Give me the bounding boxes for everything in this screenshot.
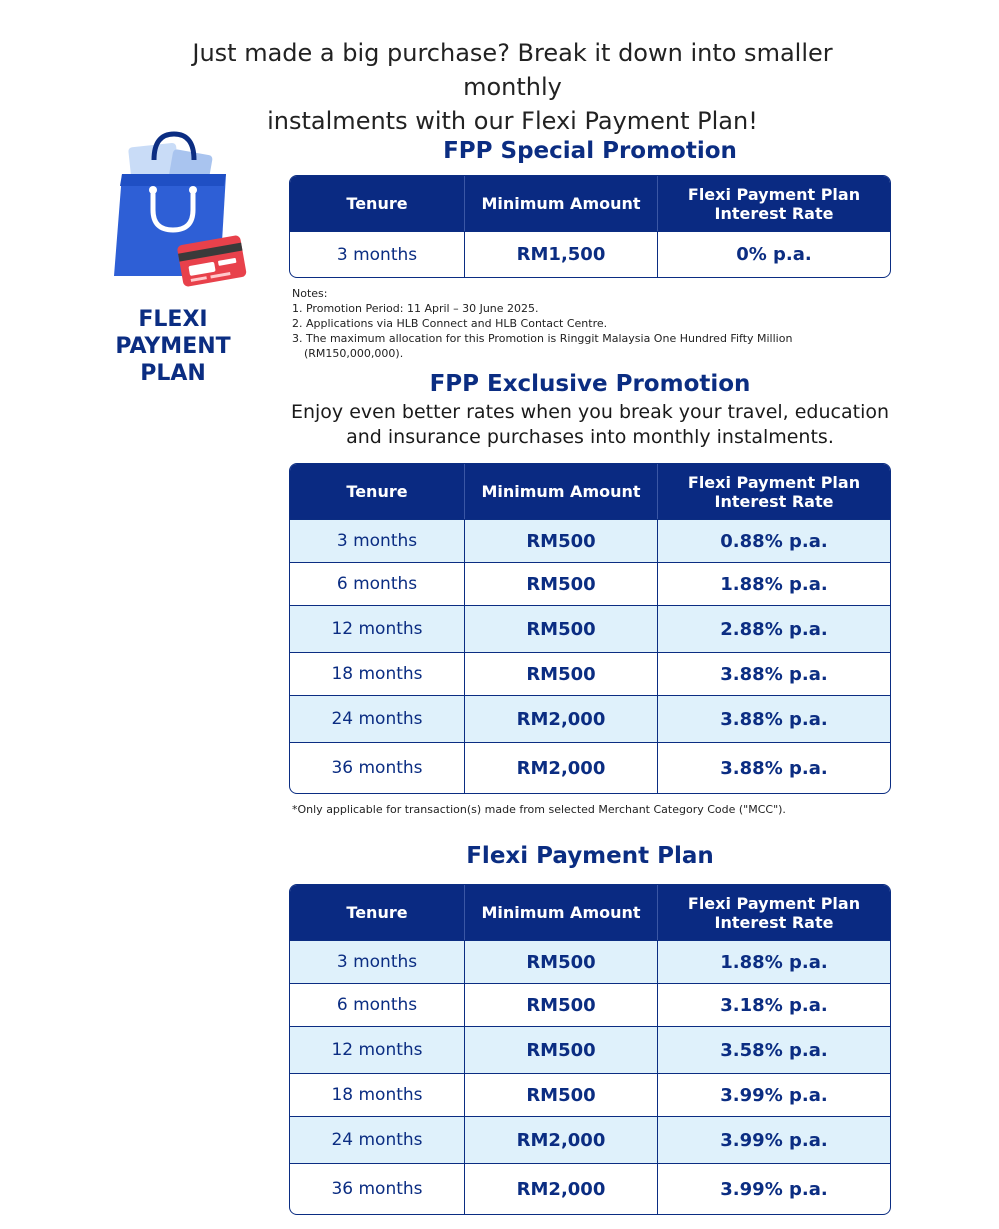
rate-cell: 1.88% p.a. <box>657 563 890 605</box>
notes-heading: Notes: <box>292 287 328 300</box>
note-3-continued: (RM150,000,000). <box>304 347 404 360</box>
rate-cell: 3.88% p.a. <box>657 653 890 695</box>
tenure-cell: 3 months <box>336 244 418 265</box>
rate-cell: 3.18% p.a. <box>657 984 890 1026</box>
tenure-cell: 18 months <box>331 1085 423 1105</box>
amount-cell: RM1,500 <box>464 232 657 277</box>
table-row <box>290 519 890 562</box>
table-row <box>290 231 890 277</box>
amount-cell: RM500 <box>464 520 657 562</box>
table-header-row <box>290 176 890 231</box>
table-header-row <box>290 885 890 940</box>
header-rate-line-2: Interest Rate <box>714 912 834 932</box>
tenure-cell: 12 months <box>331 619 423 639</box>
header-min-amount: Minimum Amount <box>464 885 657 940</box>
header-tenure: Tenure <box>346 482 408 501</box>
header-rate-line-1: Flexi Payment Plan <box>687 893 861 913</box>
header-min-amount: Minimum Amount <box>464 464 657 519</box>
amount-cell: RM2,000 <box>464 1117 657 1163</box>
header-rate-line-2: Interest Rate <box>714 203 834 223</box>
shopping-bag-with-card-icon <box>108 130 248 290</box>
amount-cell: RM2,000 <box>464 743 657 793</box>
rate-cell: 3.99% p.a. <box>657 1164 890 1214</box>
table-row <box>290 940 890 983</box>
exclusive-table <box>289 463 891 794</box>
note-1: 1. Promotion Period: 11 April – 30 June 2025. <box>292 302 539 315</box>
table-row <box>290 1116 890 1163</box>
header-tenure: Tenure <box>346 194 408 213</box>
exclusive-footnote: *Only applicable for transaction(s) made from selected Merchant Category Code ("MCC"). <box>292 803 786 816</box>
tenure-cell: 24 months <box>331 1130 423 1150</box>
table-row <box>290 695 890 742</box>
rate-cell: 2.88% p.a. <box>657 606 890 652</box>
tenure-cell: 36 months <box>331 1179 423 1199</box>
tenure-cell: 24 months <box>331 709 423 729</box>
exclusive-title: FPP Exclusive Promotion <box>429 371 751 397</box>
amount-cell: RM2,000 <box>464 1164 657 1214</box>
rate-cell: 3.88% p.a. <box>657 743 890 793</box>
tenure-cell: 6 months <box>336 995 418 1015</box>
logo-label-line-1: FLEXI <box>138 307 208 332</box>
table-row <box>290 1026 890 1073</box>
exclusive-subtitle-line-2: and insurance purchases into monthly instalments. <box>346 426 834 448</box>
special-title: FPP Special Promotion <box>443 138 737 164</box>
table-row <box>290 605 890 652</box>
header-rate-line-2: Interest Rate <box>714 491 834 511</box>
logo-label <box>100 306 246 387</box>
tenure-cell: 6 months <box>336 574 418 594</box>
table-row <box>290 983 890 1026</box>
amount-cell: RM500 <box>464 606 657 652</box>
header-tenure: Tenure <box>346 903 408 922</box>
logo-label-line-3: PLAN <box>140 361 206 386</box>
amount-cell: RM500 <box>464 653 657 695</box>
rate-cell: 3.58% p.a. <box>657 1027 890 1073</box>
header-min-amount: Minimum Amount <box>464 176 657 231</box>
table-row <box>290 1073 890 1116</box>
rate-cell: 3.99% p.a. <box>657 1074 890 1116</box>
standard-table <box>289 884 891 1215</box>
rate-cell: 0% p.a. <box>657 232 890 277</box>
header-rate <box>657 464 890 519</box>
table-row <box>290 652 890 695</box>
rate-cell: 1.88% p.a. <box>657 941 890 983</box>
logo-label-line-2: PAYMENT <box>115 334 231 359</box>
tenure-cell: 36 months <box>331 758 423 778</box>
table-header-row <box>290 464 890 519</box>
intro-line-2: instalments with our Flexi Payment Plan! <box>267 107 758 135</box>
rate-cell: 0.88% p.a. <box>657 520 890 562</box>
table-row <box>290 742 890 793</box>
rate-cell: 3.99% p.a. <box>657 1117 890 1163</box>
tenure-cell: 3 months <box>336 952 418 972</box>
table-row <box>290 562 890 605</box>
exclusive-subtitle-line-1: Enjoy even better rates when you break your travel, education <box>290 401 890 423</box>
amount-cell: RM500 <box>464 1027 657 1073</box>
note-2: 2. Applications via HLB Connect and HLB Contact Centre. <box>292 317 608 330</box>
intro-text <box>150 36 875 138</box>
table-row <box>290 1163 890 1214</box>
rate-cell: 3.88% p.a. <box>657 696 890 742</box>
note-3: 3. The maximum allocation for this Promotion is Ringgit Malaysia One Hundred Fifty Million <box>292 332 793 345</box>
header-rate-line-1: Flexi Payment Plan <box>687 184 861 204</box>
standard-title: Flexi Payment Plan <box>466 843 714 869</box>
amount-cell: RM500 <box>464 563 657 605</box>
amount-cell: RM500 <box>464 1074 657 1116</box>
amount-cell: RM500 <box>464 941 657 983</box>
tenure-cell: 12 months <box>331 1040 423 1060</box>
exclusive-subtitle <box>289 400 891 450</box>
special-table <box>289 175 891 278</box>
amount-cell: RM500 <box>464 984 657 1026</box>
special-notes <box>292 286 852 361</box>
header-rate-line-1: Flexi Payment Plan <box>687 472 861 492</box>
intro-line-1: Just made a big purchase? Break it down into smaller monthly <box>192 39 833 101</box>
tenure-cell: 3 months <box>336 531 418 551</box>
header-rate <box>657 176 890 231</box>
amount-cell: RM2,000 <box>464 696 657 742</box>
tenure-cell: 18 months <box>331 664 423 684</box>
header-rate <box>657 885 890 940</box>
